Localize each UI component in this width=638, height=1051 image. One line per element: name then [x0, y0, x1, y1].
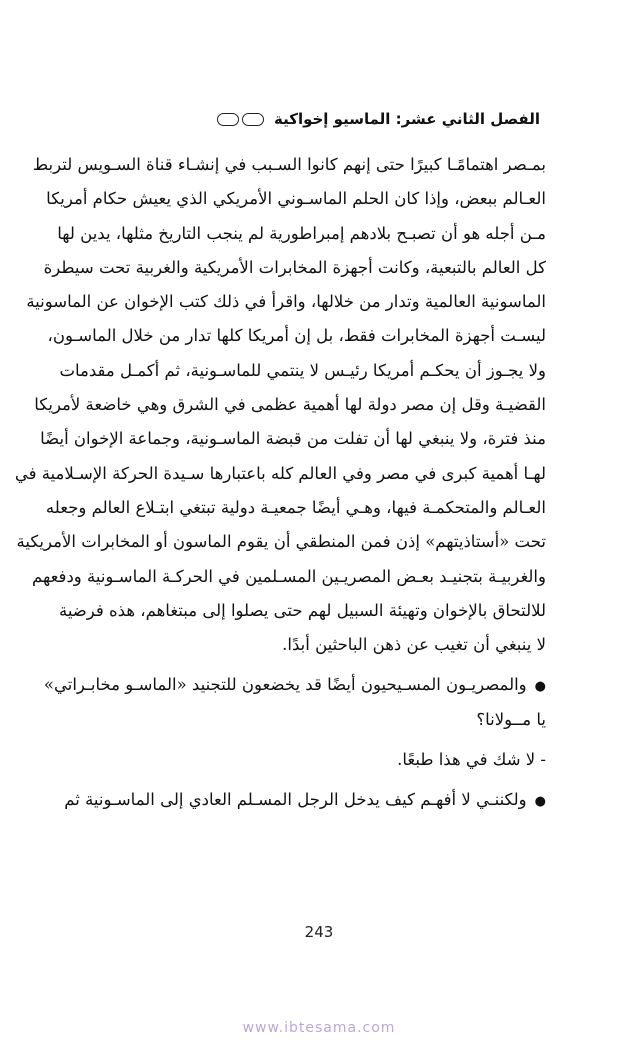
text-line: منذ فترة، ولا ينبغي لها أن تفلت من قبضة الماسـونية، وجماعة الإخوان أيضًا: [40, 429, 546, 449]
text-line: كل العالم بالتبعية، وكانت أجهزة المخابرات الأمريكية والغربية تحت سيطرة: [43, 257, 546, 277]
answer-paragraph: [72, 743, 546, 777]
watermark: www.ibtesama.com: [242, 1020, 396, 1036]
question-paragraph: [43, 668, 546, 737]
text-line: الماسونية العالمية وتدار من خلالها، واقرأ في ذلك كتب الإخوان عن الماسونية: [26, 292, 546, 312]
text-line: [43, 668, 546, 702]
answer-text: - لا شك في هذا طبعًا.: [397, 750, 546, 770]
text-line: يا مــولانا؟: [476, 709, 546, 729]
text-line: العـالم والمتحكمـة فيها، وهـي أيضًا جمعيـة دولية تبتغي ابتـلاع العالم وجعله: [45, 497, 546, 517]
paragraph: [14, 148, 546, 662]
question-text: ولكننـي لا أفهـم كيف يدخل الرجل المسـلم العادي إلى الماسـونية ثم: [64, 790, 527, 810]
text-line: ولا يجـوز أن يحكـم أمريكا رئيـس لا ينتمي للماسـونية، ثم أكمـل مقدمات: [59, 360, 546, 380]
question-paragraph: [64, 783, 546, 817]
page-number: 243: [304, 923, 334, 941]
text-line: مـن أجله هو أن تصبـح بلادهم إمبراطورية لم ينجب التاريخ مثلها، يدين لها: [57, 223, 546, 243]
running-header: [100, 106, 540, 132]
ornament-pill-icon: [242, 113, 264, 126]
text-line: لهـا أهمية كبرى في مصر وفي العالم كله باعتبارها سـيدة الحركة الإسـلامية في: [14, 463, 546, 483]
ornament-pill-icon: [217, 113, 239, 126]
text-line: ليسـت أجهزة المخابرات فقط، بل إن أمريكا كلها تدار من خلال الماسـون،: [47, 326, 546, 346]
text-line: العـالم ببعض، وإذا كان الحلم الماسـوني الأمريكي الذي يعيش حكام أمريكا: [46, 189, 546, 209]
question-text: والمصريـون المسـيحيون أيضًا قد يخضعون للتجنيد «الماسـو مخابـراتي»: [43, 675, 527, 695]
body-text: [14, 148, 546, 818]
bullet-icon: ●: [534, 679, 546, 695]
text-line: تحت «أستاذيتهم» إذن فمن المنطقي أن يقوم الماسون أو المخابرات الأمريكية: [16, 532, 546, 552]
text-line: [64, 783, 546, 817]
bullet-icon: ●: [534, 794, 546, 810]
chapter-title: الفصل الثاني عشر: الماسيو إخواكية: [274, 110, 540, 128]
text-line: للالتحاق بالإخوان وتهيئة السبيل لهم حتى يصلوا إلى مبتغاهم، هذه فرضية: [58, 600, 546, 620]
header-ornament-icon: [217, 113, 264, 126]
text-line: والغربيـة بتجنيـد بعـض المصريـين المسـلمين في الحركـة الماسـونية ودفعهم: [32, 566, 546, 586]
text-line: لا ينبغي أن تغيب عن ذهن الباحثين أبدًا.: [282, 635, 546, 655]
text-line: بمـصر اهتمامًـا كبيرًا حتى إنهم كانوا السـبب في إنشـاء قناة السـويس لتربط: [32, 155, 546, 174]
text-line: القضيـة وقل إن مصر دولة لها أهمية عظمى في الشرق وهي خاضعة لأمريكا: [34, 395, 546, 415]
